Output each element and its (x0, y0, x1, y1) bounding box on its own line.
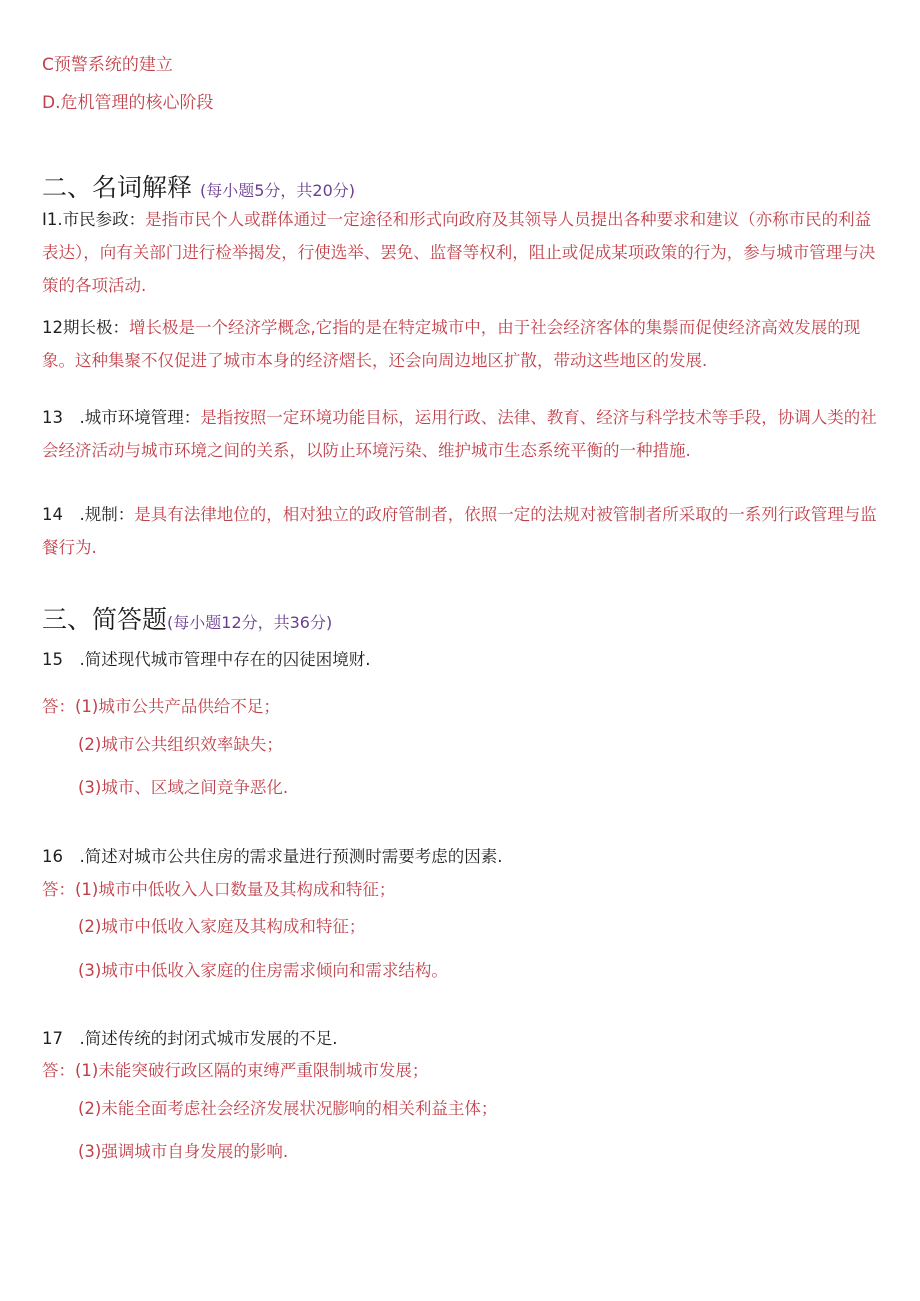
answer-17-line-1: 答：(1)未能突破行政区隔的束缚严重限制城市发展； (42, 1061, 429, 1080)
term-item-14 (42, 498, 884, 564)
question-15: 15 .简述现代城市管理中存在的囚徒困境财. (42, 650, 371, 669)
question-17: 17 .简述传统的封闭式城市发展的不足. (42, 1029, 338, 1048)
section-3-title: 三、简答题 (42, 605, 168, 634)
term-label: 13 .城市环境管理： (42, 408, 201, 427)
term-definition: 增长极是一个经济学概念,它指的是在特定城市中，由于社会经济客体的集鬃而促使经济高效发展的现象。这种集聚不仅促进了城市本身的经济熠长，还会向周边地区扩散，带动这些地区的发展. (42, 318, 861, 370)
answer-17-line-2: (2)未能全面考虑社会经济发展状况膨响的相关利益主体； (78, 1099, 498, 1118)
answer-16-line-2: (2)城市中低收入家庭及其构成和特征； (78, 917, 366, 936)
answer-16-line-3: (3)城市中低收入家庭的住房需求倾向和需求结构。 (78, 961, 448, 980)
term-item-12 (42, 311, 884, 377)
option-c: C预警系统的建立 (42, 55, 173, 75)
section-3-note: (每小题12分，共36分) (167, 613, 333, 632)
term-definition: 是具有法律地位的，相对独立的政府管制者，依照一定的法规对被管制者所采取的一系列行政管理与监餐行为. (42, 505, 877, 557)
term-label: 12期长极： (42, 318, 129, 337)
term-definition: 是指市民个人或群体通过一定途径和形式向政府及其领导人员提出各种要求和建议（亦称市民的利益表达），向有关部门进行检举揭发，行使选举、罢免、监督等权利，阻止或促成某项政策的行为，参与城市管理与决策的各项活动. (42, 210, 876, 295)
section-3-heading (42, 600, 332, 636)
answer-15-line-2: (2)城市公共组织效率缺失； (78, 735, 283, 754)
term-definition: 是指按照一定环境功能目标，运用行政、法律、教育、经济与科学技术等手段，协调人类的社会经济活动与城市环境之间的关系，以防止环境污染、维护城市生态系统平衡的一种措施. (42, 408, 877, 460)
answer-15-line-3: (3)城市、区域之间竞争恶化. (78, 778, 289, 797)
section-2-heading (42, 168, 355, 204)
answer-16-line-1: 答：(1)城市中低收入人口数量及其构成和特征； (42, 880, 396, 899)
term-label: 14 .规制： (42, 505, 135, 524)
answer-17-line-3: (3)强调城市自身发展的影响. (78, 1142, 289, 1161)
term-item-13 (42, 401, 884, 467)
section-2-title: 二、名词解释 (42, 173, 193, 202)
section-2-note: (每小题5分，共20分) (199, 181, 355, 200)
answer-15-line-1: 答：(1)城市公共产品供给不足； (42, 697, 280, 716)
term-label: I1.市民参政： (42, 210, 146, 229)
question-16: 16 .简述对城市公共住房的需求量进行预测时需要考虑的因素. (42, 847, 503, 866)
term-item-11 (42, 203, 884, 302)
option-d: D.危机管理的核心阶段 (42, 93, 214, 113)
